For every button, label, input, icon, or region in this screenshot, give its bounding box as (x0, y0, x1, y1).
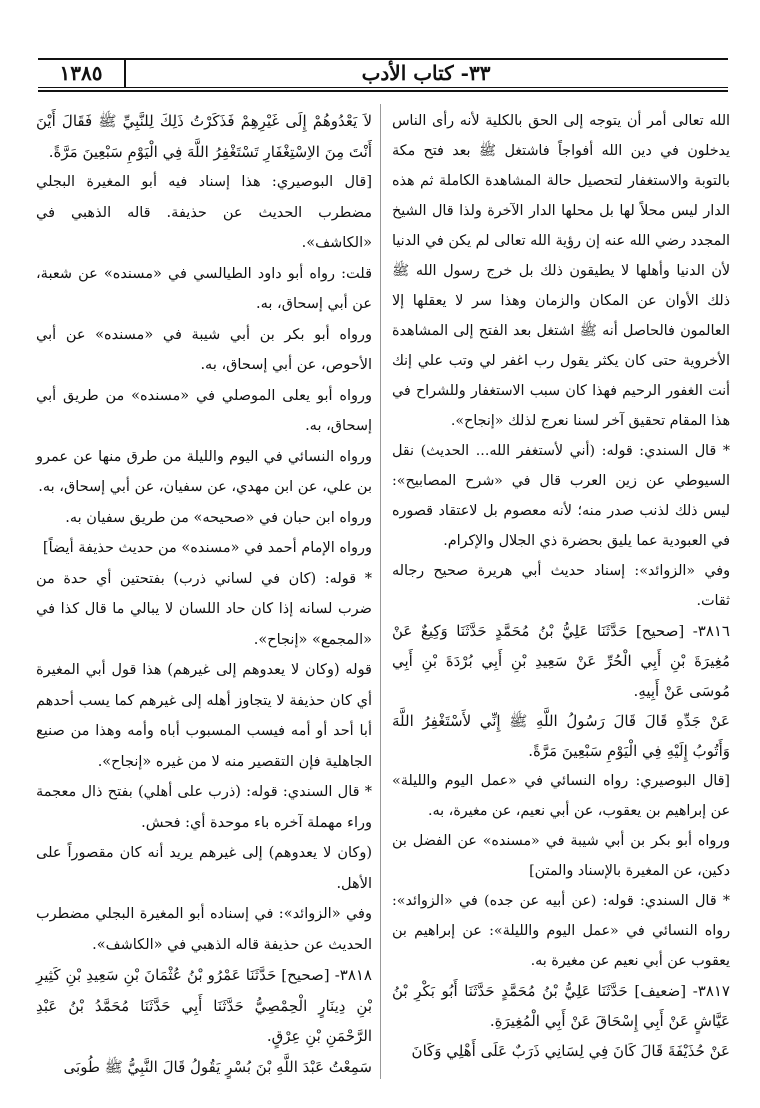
paragraph: ورواه أبو بكر بن أبي شيبة في «مسنده» عن الفضل بن دكين، عن المغيرة بالإسناد والمتن] (392, 833, 730, 879)
paragraph: ورواه الإمام أحمد في «مسنده» من حديث حذيفة أيضاً] (42, 540, 372, 556)
left-column (36, 106, 372, 1082)
paragraph: الله تعالى أمر أن يتوجه إلى الحق بالكلية لأنه رأى الناس يدخلون في دين الله أفواجاً فاشتغل ﷺ بعد فتح مكة بالتوبة والاستغفار لتحصيل حالة المشاهدة الكاملة ثم هذه الدار ليس محلاً لها بل محلها الدار الآخرة ولذا قال الشيخ المجدد رضي الله عنه إن رؤية الله تعالى لم يكن في الدنيا لأن الدنيا وأهلها لا يطيقون ذلك بل خرج رسول الله ﷺ ذلك الأوان عن المكان والزمان وهذا سر لا يعقلها إلا العالمون فالحاصل أنه ﷺ اشتغل بعد الفتح إلى المشاهدة الأخروية حتى كان يكثر يقول رب اغفر لي وتب علي إنك أنت الغفور الرحيم فهذا كان سبب الاستغفار وللشراح في هذا المقام تحقيق آخر لسنا نعرج لذلك «إنجاح». (392, 113, 730, 429)
header-bottom-rule (38, 90, 728, 92)
hadith-chain: ٣٨١٧- [ضعيف] حَدَّثَنَا عَلِيُّ بْنُ مُحَمَّدٍ حَدَّثَنَا أَبُو بَكْرِ بْنُ عَيَّاشٍ عَنْ أَبِي إِسْحَاقَ عَنْ أَبِي الْمُغِيرَةِ. (392, 982, 730, 1030)
paragraph: * قال السندي: قوله: (عن أبيه عن جده) في «الزوائد»: رواه النسائي في «عمل اليوم والليلة»: عن إبراهيم بن يعقوب عن أبي نعيم عن مغيرة به. (392, 893, 730, 969)
hadith-text: سَمِعْتُ عَبْدَ اللَّهِ بْنَ بُسْرٍ يَقُولُ قَالَ النَّبِيُّ ﷺ طُوبَى (63, 1057, 372, 1076)
page-number: ١٣٨٥ (38, 58, 126, 88)
hadith-text: عَنْ جَدِّهِ قَالَ قَالَ رَسُولُ اللَّهِ ﷺ إِنِّي لأَسْتَغْفِرُ اللَّهَ وَأَتُوبُ إِلَيْهِ فِي الْيَوْمِ سَبْعِينَ مَرَّةً. (392, 712, 730, 760)
paragraph: ورواه ابن حبان في «صحيحه» من طريق سفيان به. (65, 509, 372, 526)
hadith-chain: ٣٨١٨- [صحيح] حَدَّثَنَا عَمْرُو بْنُ عُثْمَانَ بْنِ سَعِيدِ بْنِ كَثِيرِ بْنِ دِينَارٍ الْحِمْصِيُّ حَدَّثَنَا أَبِي حَدَّثَنَا مُحَمَّدُ بْنُ عَبْدِ الرَّحْمَنِ بْنِ عِرْقٍ. (36, 966, 372, 1045)
paragraph: قلت: رواه أبو داود الطيالسي في «مسنده» عن شعبة، عن أبي إسحاق، به. (36, 265, 372, 312)
paragraph: ورواه أبو يعلى الموصلي في «مسنده» من طريق أبي إسحاق، به. (36, 387, 372, 434)
hadith-chain: ٣٨١٦- [صحيح] حَدَّثَنَا عَلِيُّ بْنُ مُحَمَّدٍ حَدَّثَنَا وَكِيعٌ عَنْ مُغِيرَةَ بْنِ أَبِي الْحُرِّ عَنْ سَعِيدِ بْنِ أَبِي بُرْدَةَ بْنِ أَبِي مُوسَى عَنْ أَبِيهِ. (392, 622, 730, 700)
paragraph: ورواه النسائي في اليوم والليلة من طرق منها عن عمرو بن علي، عن ابن مهدي، عن سفيان، عن أبي إسحاق، به. (36, 448, 372, 495)
paragraph: * قال السندي: قوله: (ذرب على أهلي) بفتح ذال معجمة وراء مهملة آخره باء موحدة أي: فحش. (36, 784, 372, 831)
paragraph: ورواه أبو بكر بن أبي شيبة في «مسنده» عن أبي الأحوص، عن أبي إسحاق، به. (36, 326, 372, 373)
paragraph: * قوله: (كان في لساني ذرب) بفتحتين أي حدة من ضرب لسانه إذا كان حاد اللسان لا يبالي ما قال كذا في «المجمع» «إنجاح». (36, 570, 372, 648)
column-divider (380, 104, 381, 1079)
paragraph: وفي «الزوائد»: في إسناده أبو المغيرة البجلي مضطرب الحديث عن حذيفة قاله الذهبي في «الكاشف». (36, 906, 372, 953)
chapter-title: ٣٣- كتاب الأدب (361, 61, 491, 85)
paragraph: (وكان لا يعدوهم) إلى غيرهم يريد أنه كان مقصوراً على الأهل. (36, 845, 372, 892)
hadith-text: لاَ يَعْدُوهُمْ إِلَى غَيْرِهِمْ فَذَكَرْتُ ذَلِكَ لِلنَّبِيِّ ﷺ فَقَالَ أَيْنَ أَنْتَ مِنَ الاِسْتِغْفَارِ تَسْتَغْفِرُ اللَّهَ فِي الْيَوْمِ سَبْعِينَ مَرَّةً. (36, 112, 372, 161)
header-inner-rule (38, 87, 728, 88)
right-column (392, 106, 730, 1066)
paragraph: قوله (وكان لا يعدوهم إلى غيرهم) هذا قول أبي المغيرة أي كان حذيفة لا يتجاوز أهله إلى غيرهم كما يسب أحدهم أبا أحد أو أمه فيسب المسبوب أباه وأمه وهذا من صنيع الجاهلية فإن التقصير منه لا من غيره «إنجاح». (36, 662, 372, 770)
paragraph: [قال البوصيري: رواه النسائي في «عمل اليوم والليلة» عن إبراهيم بن يعقوب، عن أبي نعيم، عن مغيرة، به. (392, 773, 730, 819)
hadith-text: عَنْ حُذَيْفَةَ قَالَ كَانَ فِي لِسَانِي ذَرَبٌ عَلَى أَهْلِي وَكَانَ (411, 1042, 730, 1060)
paragraph: * قال السندي: قوله: (أني لأستغفر الله... الحديث) نقل السيوطي عن زين العرب قال في «شرح المصابيح»: ليس ذلك لذنب صدر منه؛ لأنه معصوم بل لاعتقاد قصوره في العبودية عما يليق بحضرة ذي الجلال والإكرام. (392, 443, 730, 549)
page-header (38, 58, 728, 92)
paragraph: وفي «الزوائد»: إسناد حديث أبي هريرة صحيح رجاله ثقات. (392, 563, 730, 609)
paragraph: [قال البوصيري: هذا إسناد فيه أبو المغيرة البجلي مضطرب الحديث عن حذيفة. قاله الذهبي في «الكاشف». (36, 174, 372, 251)
